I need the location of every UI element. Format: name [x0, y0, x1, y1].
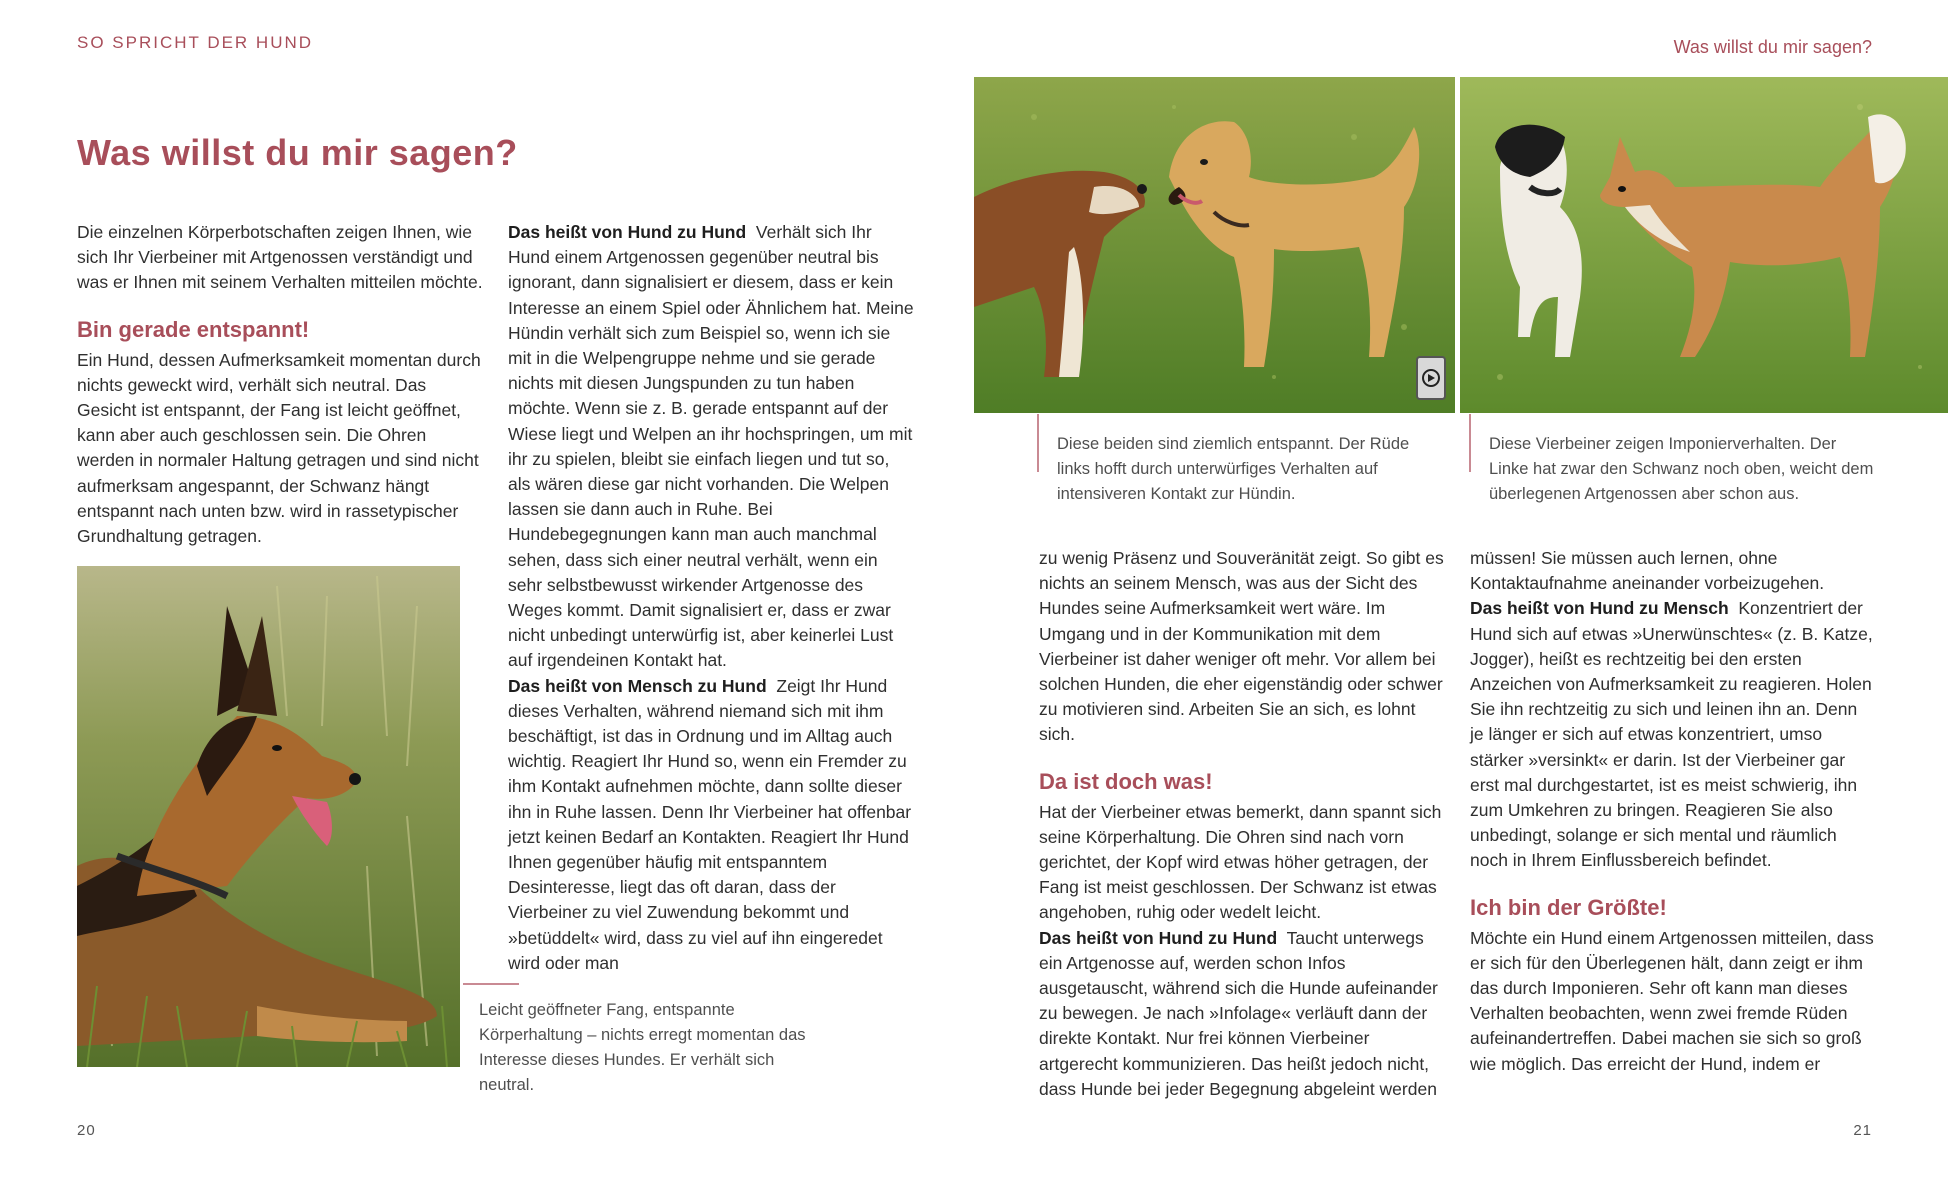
- photo-caption-left: Leicht geöffneter Fang, entspannte Körperhaltung – nichts erregt momentan das Interesse dieses Hundes. Er verhält sich neutral.: [479, 1001, 806, 1094]
- column-2: [508, 220, 914, 976]
- photo-caption-1: Diese beiden sind ziemlich entspannt. Der Rüde links hofft durch unterwürfiges Verhalten auf intensiveren Kontakt zur Hündin.: [1057, 435, 1410, 503]
- intro-paragraph: Die einzelnen Körperbotschaften zeigen Ihnen, wie sich Ihr Vierbeiner mit Artgenossen verständigt und was er Ihnen mit seinem Verhalten mitteilen möchte.: [77, 222, 483, 293]
- caption-rule-1: [1037, 414, 1039, 472]
- lead-hund-zu-mensch: Das heißt von Hund zu Mensch: [1470, 598, 1729, 619]
- col2-text-1: Verhält sich Ihr Hund einem Artgenossen gegenüber neutral bis ignorant, dann signalisiert er diesem, dass er kein Interesse an einem Spiel oder Ähnlichem hat. Meine Hündin verhält sich zum Beispiel so, wenn ich sie mit in die Welpengruppe nehme und sie gerade nichts mit diesen Jungspunden zu tun haben möchte. Wenn sie z. B. gerade entspannt auf der Wiese liegt und Welpen an ihr hochspringen, um mit ihr zu spielen, bleibt sie einfach liegen und tut so, als wären diese gar nicht vorhanden. Die Welpen lassen sie dann auch in Ruhe. Bei Hundebegegnungen kann man auch manchmal sehen, dass sich einer neutral verhält, wenn ein sehr selbstbewusst wirkender Artgenosse des Weges kommt. Damit signalisiert er, dass er zwar nicht unbedingt unterwürfig ist, aber keinerlei Lust auf irgendeinen Kontakt hat.: [508, 222, 914, 671]
- column-3: [1039, 546, 1448, 1102]
- photo-german-shepherd: [77, 566, 460, 1067]
- section-heading-relaxed: Bin gerade entspannt!: [77, 316, 310, 342]
- column-4: [1470, 546, 1875, 1077]
- section-text-relaxed: Ein Hund, dessen Aufmerksamkeit momentan durch nichts geweckt wird, verhält sich neutral. Das Gesicht ist entspannt, der Fang ist leicht geöffnet, kann aber auch geschlossen sein. Die Ohren werden in normaler Haltung getragen und sind nicht aufmerksam angespannt, der Schwanz hängt entspannt nach unten bzw. wird in rassetypischer Grundhaltung getragen.: [77, 349, 481, 547]
- caption-rule-left: [463, 983, 519, 985]
- col2-text-2: Zeigt Ihr Hund dieses Verhalten, während niemand sich mit ihm beschäftigt, ist das in Ordnung und im Alltag auch wichtig. Reagiert Ihr Hund so, wenn ein Fremder zu ihm Kontakt aufnehmen möchte, dann sollte dieser ihn in Ruhe lassen. Denn Ihr Vierbeiner hat offenbar jetzt keinen Bedarf an Kontakten. Reagiert Ihr Hund Ihnen gegenüber häufig mit entspanntem Desinteresse, liegt das oft daran, dass der Vierbeiner zu viel Zuwendung bekommt und »betüddelt« wird, dass zu viel auf ihn eingeredet wird oder man: [508, 675, 912, 973]
- col2-paragraph-1: [508, 220, 914, 674]
- col4-paragraph-2: [1470, 596, 1875, 873]
- col4-text-2: Konzentriert der Hund sich auf etwas »Unerwünschtes« (z. B. Katze, Jogger), heißt es rechtzeitig bei den ersten Anzeichen von Aufmerksamkeit zu reagieren. Holen Sie ihn rechtzeitig zu sich und leinen ihn an. Denn je länger er sich auf etwas konzentriert, umso stärker »versinkt« er darin. Ist der Vierbeiner gar erst mal durchgestartet, ist es meist schwierig, ihn zum Umkehren zu bringen. Reagieren Sie also unbedingt, solange er sich mental und räumlich noch in Ihrem Einflussbereich befindet.: [1470, 598, 1873, 871]
- caption-rule-2: [1469, 414, 1471, 472]
- photo-imposing-dogs: [1460, 77, 1948, 413]
- photo-caption-2: Diese Vierbeiner zeigen Imponierverhalten. Der Linke hat zwar den Schwanz noch oben, weicht dem überlegenen Artgenossen aber schon aus.: [1489, 435, 1874, 503]
- play-circle-icon[interactable]: [1416, 356, 1446, 400]
- col3-paragraph-2: [1039, 926, 1448, 1102]
- running-head-right: Was willst du mir sagen?: [1673, 37, 1872, 57]
- lead-mensch-zu-hund: Das heißt von Mensch zu Hund: [508, 675, 767, 696]
- photo-two-dogs-relaxed: [974, 77, 1455, 413]
- page-title: Was willst du mir sagen?: [77, 132, 518, 173]
- running-head-left: SO SPRICHT DER HUND: [77, 33, 314, 52]
- column-1: [77, 220, 483, 549]
- page-number-left: 20: [77, 1122, 96, 1139]
- page-number-right: 21: [1853, 1122, 1872, 1139]
- col4-paragraph-1: müssen! Sie müssen auch lernen, ohne Kontaktaufnahme aneinander vorbeizugehen.: [1470, 548, 1825, 594]
- col2-paragraph-2: [508, 674, 914, 976]
- section-text-alert: Hat der Vierbeiner etwas bemerkt, dann spannt sich seine Körperhaltung. Die Ohren sind nach vorn gerichtet, der Kopf wird etwas höher getragen, der Fang ist meist geschlossen. Der Schwanz ist etwas angehoben, ruhig oder wedelt leicht.: [1039, 801, 1442, 923]
- lead-hund-zu-hund: Das heißt von Hund zu Hund: [508, 222, 747, 242]
- section-text-imposing: Möchte ein Hund einem Artgenossen mitteilen, dass er sich für den Überlegenen hält, dann zeigt er ihm das durch Imponieren. Sehr oft kann man dieses Verhalten beobachten, wenn zwei fremde Rüden aufeinandertreffen. Dabei machen sie sich so groß wie möglich. Das erreicht der Hund, indem er: [1470, 927, 1874, 1074]
- lead-hund-zu-hund-2: Das heißt von Hund zu Hund: [1039, 927, 1278, 948]
- col3-text-2: Taucht unterwegs ein Artgenosse auf, werden schon Infos ausgetauscht, während sich die Hunde aufeinander zu bewegen. Je nach »Infolage« verläuft dann der direkte Kontakt. Nur frei können Vierbeiner artgerecht kommunizieren. Das heißt jedoch nicht, dass Hunde bei jeder Begegnung abgeleint werden: [1039, 927, 1438, 1099]
- col3-paragraph-1: zu wenig Präsenz und Souveränität zeigt. So gibt es nichts an seinem Mensch, was aus der Sicht des Hundes seine Aufmerksamkeit wert wäre. Im Umgang und in der Kommunikation mit dem Vierbeiner ist daher weniger oft mehr. Vor allem bei solchen Hunden, die eher eigenständig oder schwer zu motivieren sind. Arbeiten Sie an sich, es lohnt sich.: [1039, 548, 1444, 745]
- section-heading-alert: Da ist doch was!: [1039, 768, 1213, 794]
- section-heading-imposing: Ich bin der Größte!: [1470, 894, 1667, 920]
